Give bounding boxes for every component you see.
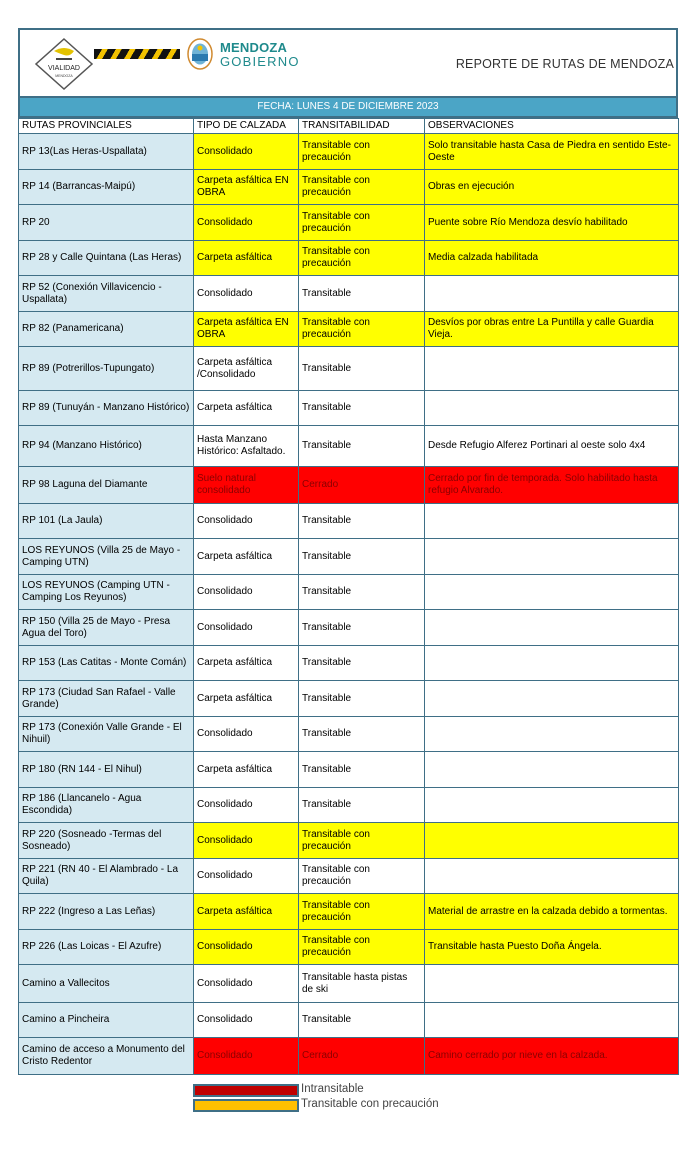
status-cell: Transitable (299, 391, 425, 426)
surface-cell: Consolidado (194, 717, 299, 752)
route-cell: RP 173 (Conexión Valle Grande - El Nihuil) (19, 717, 194, 752)
surface-cell: Hasta Manzano Histórico: Asfaltado. (194, 426, 299, 467)
report-header (18, 28, 678, 96)
status-cell: Transitable (299, 575, 425, 610)
surface-cell: Consolidado (194, 930, 299, 965)
route-cell: RP 14 (Barrancas-Maipú) (19, 170, 194, 205)
surface-cell: Carpeta asfáltica (194, 681, 299, 717)
table-row (19, 823, 679, 859)
legend-swatch-red (193, 1084, 299, 1097)
table-row (19, 504, 679, 539)
status-cell: Transitable con precaución (299, 823, 425, 859)
status-cell: Transitable con precaución (299, 312, 425, 347)
table-row (19, 391, 679, 426)
routes-table (18, 118, 679, 1075)
route-cell: Camino a Vallecitos (19, 965, 194, 1003)
status-cell: Transitable (299, 717, 425, 752)
table-row (19, 717, 679, 752)
observation-cell (425, 610, 679, 646)
surface-cell: Consolidado (194, 575, 299, 610)
route-cell: RP 94 (Manzano Histórico) (19, 426, 194, 467)
status-cell: Transitable (299, 426, 425, 467)
route-cell: Camino a Pincheira (19, 1003, 194, 1038)
column-header-surface: TIPO DE CALZADA (194, 119, 299, 134)
route-cell: RP 28 y Calle Quintana (Las Heras) (19, 241, 194, 276)
status-cell: Transitable (299, 646, 425, 681)
observation-cell: Obras en ejecución (425, 170, 679, 205)
route-cell: RP 226 (Las Loicas - El Azufre) (19, 930, 194, 965)
table-row (19, 930, 679, 965)
surface-cell: Carpeta asfáltica (194, 894, 299, 930)
column-header-observations: OBSERVACIONES (425, 119, 679, 134)
table-row (19, 539, 679, 575)
surface-cell: Suelo natural consolidado (194, 467, 299, 504)
observation-cell (425, 965, 679, 1003)
surface-cell: Carpeta asfáltica EN OBRA (194, 170, 299, 205)
route-cell: RP 153 (Las Catitas - Monte Comán) (19, 646, 194, 681)
route-cell: RP 220 (Sosneado -Termas del Sosneado) (19, 823, 194, 859)
status-cell: Transitable con precaución (299, 930, 425, 965)
status-cell: Transitable con precaución (299, 205, 425, 241)
status-cell: Transitable con precaución (299, 859, 425, 894)
observation-cell (425, 539, 679, 575)
status-cell: Cerrado (299, 1038, 425, 1075)
table-row (19, 788, 679, 823)
table-row (19, 312, 679, 347)
logo-text-bottom: MENDOZA (55, 74, 73, 78)
observation-cell: Media calzada habilitada (425, 241, 679, 276)
observation-cell (425, 347, 679, 391)
surface-cell: Carpeta asfáltica /Consolidado (194, 347, 299, 391)
surface-cell: Carpeta asfáltica (194, 752, 299, 788)
mendoza-seal-icon (186, 37, 214, 71)
route-cell: RP 52 (Conexión Villavicencio - Uspallata) (19, 276, 194, 312)
observation-cell (425, 788, 679, 823)
vialidad-logo-icon (34, 37, 94, 91)
surface-cell: Consolidado (194, 205, 299, 241)
observation-cell (425, 276, 679, 312)
gov-line-2: GOBIERNO (220, 54, 300, 69)
observation-cell: Puente sobre Río Mendoza desvío habilitado (425, 205, 679, 241)
surface-cell: Consolidado (194, 134, 299, 170)
observation-cell (425, 859, 679, 894)
legend-swatch-orange (193, 1099, 299, 1112)
observation-cell (425, 681, 679, 717)
surface-cell: Consolidado (194, 788, 299, 823)
status-cell: Transitable (299, 610, 425, 646)
table-row (19, 205, 679, 241)
surface-cell: Consolidado (194, 504, 299, 539)
table-row (19, 347, 679, 391)
table-row (19, 894, 679, 930)
status-cell: Transitable (299, 681, 425, 717)
route-cell: RP 101 (La Jaula) (19, 504, 194, 539)
surface-cell: Consolidado (194, 965, 299, 1003)
status-cell: Transitable con precaución (299, 241, 425, 276)
route-cell: Camino de acceso a Monumento del Cristo Redentor (19, 1038, 194, 1075)
table-row (19, 1003, 679, 1038)
table-row (19, 134, 679, 170)
status-cell: Transitable (299, 752, 425, 788)
route-cell: LOS REYUNOS (Villa 25 de Mayo - Camping UTN) (19, 539, 194, 575)
table-row (19, 859, 679, 894)
table-row (19, 276, 679, 312)
route-cell: RP 221 (RN 40 - El Alambrado - La Quila) (19, 859, 194, 894)
observation-cell: Transitable hasta Puesto Doña Ángela. (425, 930, 679, 965)
route-cell: RP 222 (Ingreso a Las Leñas) (19, 894, 194, 930)
legend-label: Intransitable (301, 1083, 364, 1095)
observation-cell (425, 717, 679, 752)
column-header-row (19, 119, 679, 134)
observation-cell (425, 504, 679, 539)
surface-cell: Carpeta asfáltica (194, 539, 299, 575)
route-cell: RP 98 Laguna del Diamante (19, 467, 194, 504)
status-cell: Transitable hasta pistas de ski (299, 965, 425, 1003)
route-cell: RP 82 (Panamericana) (19, 312, 194, 347)
table-row (19, 575, 679, 610)
observation-cell: Camino cerrado por nieve en la calzada. (425, 1038, 679, 1075)
status-cell: Transitable (299, 347, 425, 391)
route-cell: RP 20 (19, 205, 194, 241)
surface-cell: Consolidado (194, 1038, 299, 1075)
table-row (19, 610, 679, 646)
report-title: REPORTE DE RUTAS DE MENDOZA (455, 57, 674, 71)
surface-cell: Consolidado (194, 859, 299, 894)
table-row (19, 752, 679, 788)
status-cell: Transitable (299, 1003, 425, 1038)
observation-cell (425, 646, 679, 681)
gov-brand (220, 41, 300, 69)
observation-cell (425, 823, 679, 859)
observation-cell (425, 752, 679, 788)
table-row (19, 646, 679, 681)
observation-cell: Desde Refugio Alferez Portinari al oeste solo 4x4 (425, 426, 679, 467)
observation-cell (425, 1003, 679, 1038)
observation-cell: Desvíos por obras entre La Puntilla y calle Guardia Vieja. (425, 312, 679, 347)
surface-cell: Consolidado (194, 276, 299, 312)
gov-line-1: MENDOZA (220, 40, 288, 55)
observation-cell: Solo transitable hasta Casa de Piedra en sentido Este-Oeste (425, 134, 679, 170)
route-cell: RP 13(Las Heras-Uspallata) (19, 134, 194, 170)
status-cell: Transitable (299, 788, 425, 823)
surface-cell: Consolidado (194, 610, 299, 646)
route-cell: RP 150 (Villa 25 de Mayo - Presa Agua del Toro) (19, 610, 194, 646)
table-row (19, 1038, 679, 1075)
route-cell: RP 173 (Ciudad San Rafael - Valle Grande) (19, 681, 194, 717)
route-cell: LOS REYUNOS (Camping UTN - Camping Los Reyunos) (19, 575, 194, 610)
status-cell: Transitable con precaución (299, 134, 425, 170)
status-cell: Cerrado (299, 467, 425, 504)
table-row (19, 241, 679, 276)
status-cell: Transitable (299, 539, 425, 575)
column-header-status: TRANSITABILIDAD (299, 119, 425, 134)
column-header-route: RUTAS PROVINCIALES (19, 119, 194, 134)
status-cell: Transitable con precaución (299, 170, 425, 205)
logo-text-top: VIALIDAD (48, 65, 80, 72)
observation-cell (425, 575, 679, 610)
legend-label: Transitable con precaución (301, 1098, 439, 1110)
date-bar: FECHA: LUNES 4 DE DICIEMBRE 2023 (18, 96, 678, 118)
table-row (19, 681, 679, 717)
table-row (19, 467, 679, 504)
table-row (19, 965, 679, 1003)
hazard-stripe-icon (94, 49, 180, 59)
status-cell: Transitable (299, 276, 425, 312)
surface-cell: Consolidado (194, 823, 299, 859)
route-cell: RP 186 (Llancanelo - Agua Escondida) (19, 788, 194, 823)
status-cell: Transitable (299, 504, 425, 539)
table-row (19, 426, 679, 467)
surface-cell: Consolidado (194, 1003, 299, 1038)
observation-cell: Material de arrastre en la calzada debido a tormentas. (425, 894, 679, 930)
route-cell: RP 180 (RN 144 - El Nihul) (19, 752, 194, 788)
route-cell: RP 89 (Tunuyán - Manzano Histórico) (19, 391, 194, 426)
surface-cell: Carpeta asfáltica (194, 391, 299, 426)
observation-cell: Cerrado por fin de temporada. Solo habilitado hasta refugio Alvarado. (425, 467, 679, 504)
status-cell: Transitable con precaución (299, 894, 425, 930)
report-sheet (18, 28, 678, 1075)
surface-cell: Carpeta asfáltica EN OBRA (194, 312, 299, 347)
route-cell: RP 89 (Potrerillos-Tupungato) (19, 347, 194, 391)
surface-cell: Carpeta asfáltica (194, 241, 299, 276)
table-row (19, 170, 679, 205)
surface-cell: Carpeta asfáltica (194, 646, 299, 681)
observation-cell (425, 391, 679, 426)
